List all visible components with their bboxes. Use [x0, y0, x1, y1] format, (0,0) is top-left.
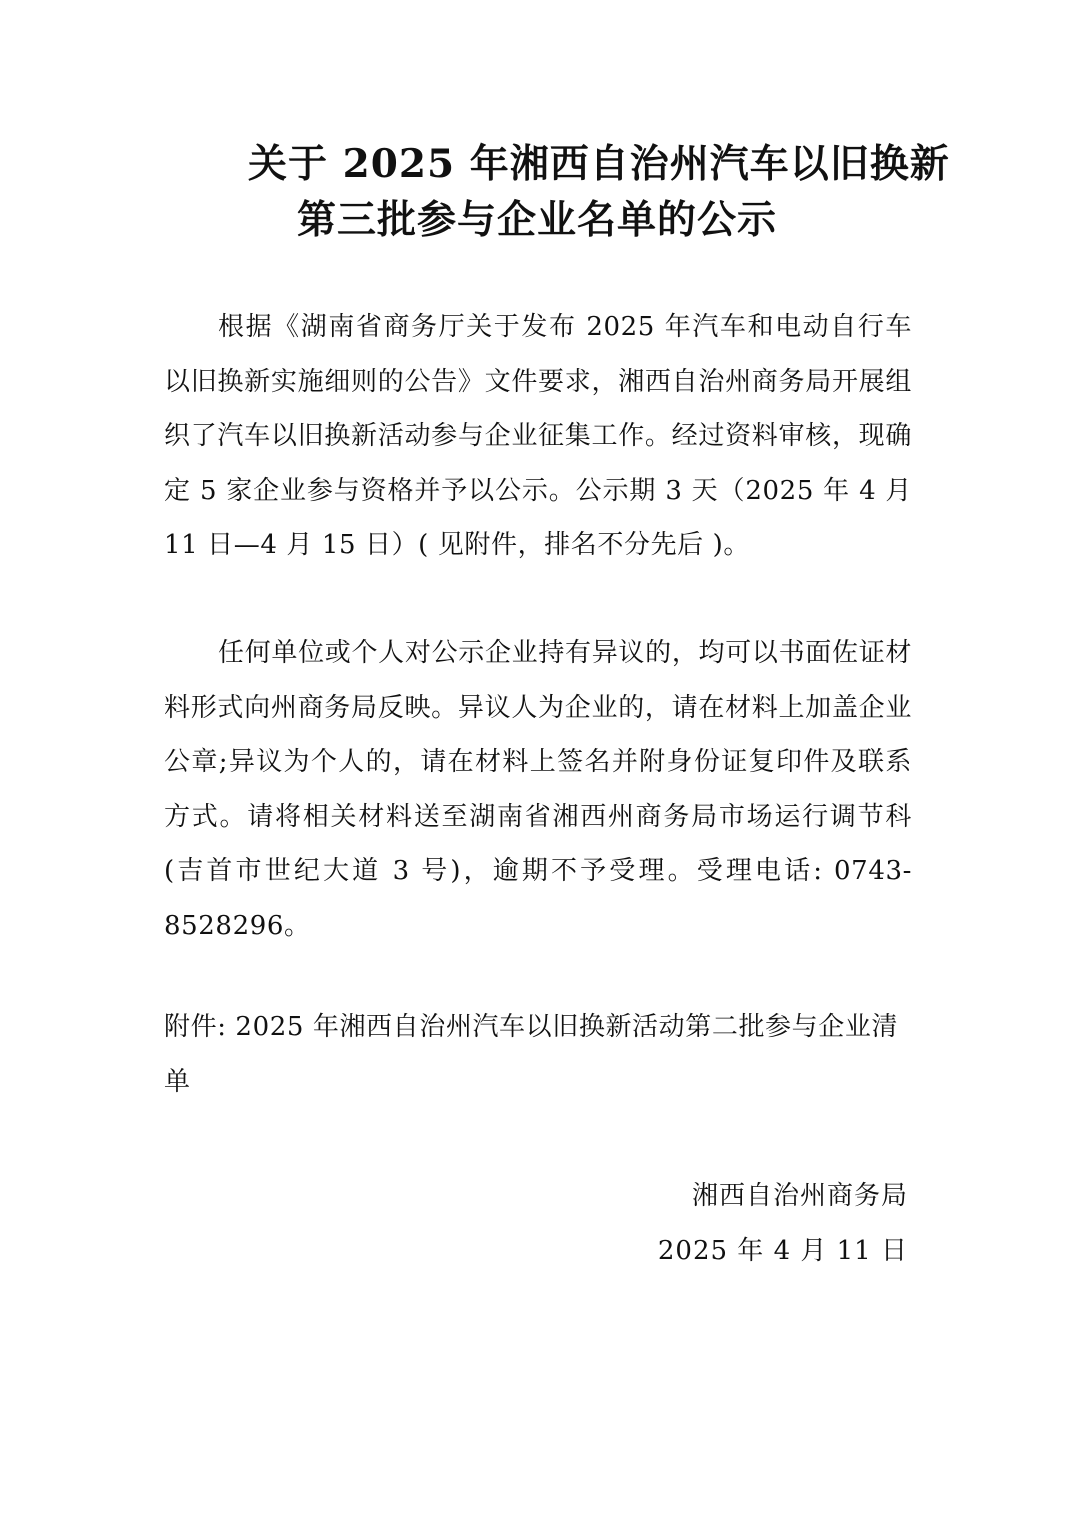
- issuer-name: 湘西自治州商务局: [691, 1181, 908, 1211]
- issue-date: 2025 年 4 月 11 日: [657, 1236, 908, 1266]
- title-line-2: 第三批参与企业名单的公示: [297, 197, 778, 243]
- attachment-note: 附件: 2025 年湘西自治州汽车以旧换新活动第二批参与企业清单: [164, 1012, 899, 1097]
- body-paragraph-1: 根据《湖南省商务厅关于发布 2025 年汽车和电动自行车以旧换新实施细则的公告》文件要求，湘西自治州商务局开展组织了汽车以旧换新活动参与企业征集工作。经过资料审核，现确定 5 家企业参与资格并予以公示。公示期 3 天（2025 年 4 月 11 日—4 月 15 日）( 见附件，排名不分先后 )。: [164, 312, 912, 560]
- document-title: [0, 136, 1074, 248]
- title-line-1: 关于 2025 年湘西自治州汽车以旧换新: [248, 141, 950, 187]
- body-paragraph-2: 任何单位或个人对公示企业持有异议的，均可以书面佐证材料形式向州商务局反映。异议人为企业的，请在材料上加盖企业公章;异议为个人的，请在材料上签名并附身份证复印件及联系方式。请将相关材料送至湖南省湘西州商务局市场运行调节科(吉首市世纪大道 3 号)，逾期不予受理。受理电话: 0743-8528296。: [164, 638, 912, 941]
